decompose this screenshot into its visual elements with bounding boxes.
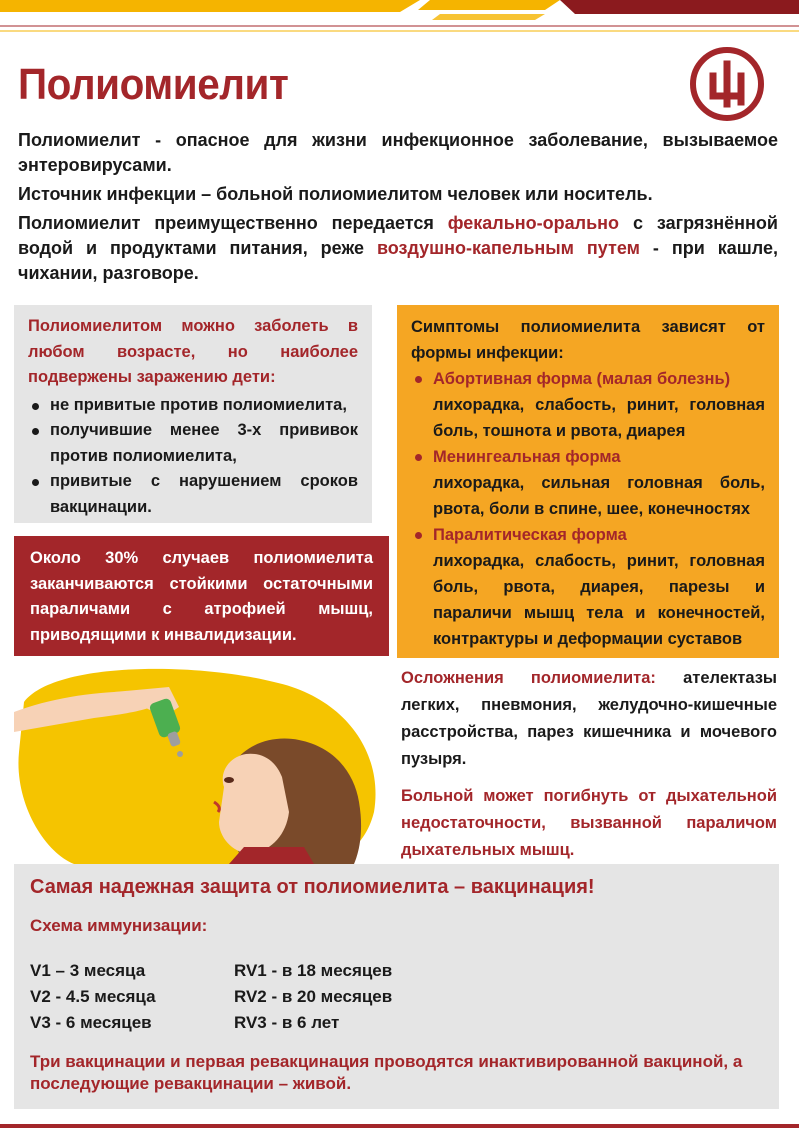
transmission-highlight-airborne: воздушно-капельным путем [376, 238, 640, 258]
list-item: не привитые против полиомиелита, [28, 393, 358, 419]
intro-source: Источник инфекции – больной полиомиелитом человек или носитель. [18, 184, 653, 204]
complications-text [401, 665, 777, 773]
bottom-divider [0, 1124, 799, 1128]
schedule-title: Схема иммунизации: [30, 916, 208, 935]
vaccination-note: Три вакцинации и первая ревакцинация проводятся инактивированной вакциной, а последующие ревакцинации – живой. [30, 1052, 743, 1093]
intro-transmission [18, 211, 778, 286]
complications-label: Осложнения полиомиелита: [401, 669, 656, 687]
schedule-item-v2: V2 - 4.5 месяца [30, 987, 156, 1006]
schedule-item-rv3: RV3 - в 6 лет [234, 1013, 340, 1032]
form-desc-paralytic: лихорадка, слабость, ринит, головная боль, рвота, диарея, парезы и параличи мышц тела и конечностей, контрактуры и деформации суставов [433, 552, 765, 648]
page-title: Полиомиелит [18, 60, 289, 109]
risk-groups-list [28, 393, 358, 521]
symptoms-box [397, 305, 779, 658]
symptoms-list [411, 366, 765, 652]
intro-section [18, 128, 778, 286]
list-item: привитые с нарушением сроков вакцинации. [28, 469, 358, 520]
transmission-highlight-fecal-oral: фекально-орально [447, 213, 620, 233]
form-desc-meningeal: лихорадка, сильная головная боль, рвота, боли в спине, шее, конечностях [433, 474, 765, 518]
transmission-text-b: с загрязнённой водой и продуктами питания, реже [18, 213, 778, 258]
intro-definition: Полиомиелит - опасное для жизни инфекционное заболевание, вызываемое энтеровирусами. [18, 130, 778, 175]
vaccination-box [14, 864, 779, 1109]
transmission-text-c: - при кашле, чихании, разговоре. [18, 238, 778, 283]
vaccination-headline: Самая надежная защита от полиомиелита – вакцинация! [30, 876, 595, 898]
cgie-logo-icon [689, 46, 765, 122]
symptoms-lead: Симптомы полиомиелита зависят от формы инфекции: [411, 318, 765, 362]
risk-groups-lead: Полиомиелитом можно заболеть в любом возрасте, но наиболее подвержены заражению дети: [28, 317, 358, 386]
form-name-meningeal: Менингеальная форма [433, 448, 621, 466]
schedule-item-rv2: RV2 - в 20 месяцев [234, 987, 393, 1006]
schedule-item-v1: V1 – 3 месяца [30, 961, 146, 980]
revaccination-schedule-list [234, 958, 392, 1036]
vaccination-illustration [14, 662, 394, 864]
death-note: Больной может погибнуть от дыхательной недостаточности, вызванной параличом дыхательных мышц. [401, 787, 777, 859]
list-item [411, 444, 765, 522]
top-decoration [0, 0, 799, 40]
form-name-paralytic: Паралитическая форма [433, 526, 627, 544]
schedule-item-rv1: RV1 - в 18 месяцев [234, 961, 393, 980]
paralysis-note-box [14, 536, 389, 656]
transmission-text-a: Полиомиелит преимущественно передается [18, 213, 448, 233]
schedule-item-v3: V3 - 6 месяцев [30, 1013, 152, 1032]
paralysis-note-text: Около 30% случаев полиомиелита заканчиваются стойкими остаточными параличами с атрофией мышц, приводящими к инвалидизации. [30, 549, 373, 644]
form-desc-abortive: лихорадка, слабость, ринит, головная боль, тошнота и рвота, диарея [433, 396, 765, 440]
list-item [411, 366, 765, 444]
list-item: получившие менее 3-х прививок против полиомиелита, [28, 418, 358, 469]
complications-list-text: ателектазы легких, пневмония, желудочно-кишечные расстройства, парез кишечника и мочевого пузыря. [401, 669, 778, 768]
complications-section [401, 665, 777, 864]
form-name-abortive: Абортивная форма (малая болезнь) [433, 370, 731, 388]
risk-groups-box [14, 305, 372, 523]
vaccination-schedule-list [30, 958, 156, 1036]
list-item [411, 522, 765, 652]
